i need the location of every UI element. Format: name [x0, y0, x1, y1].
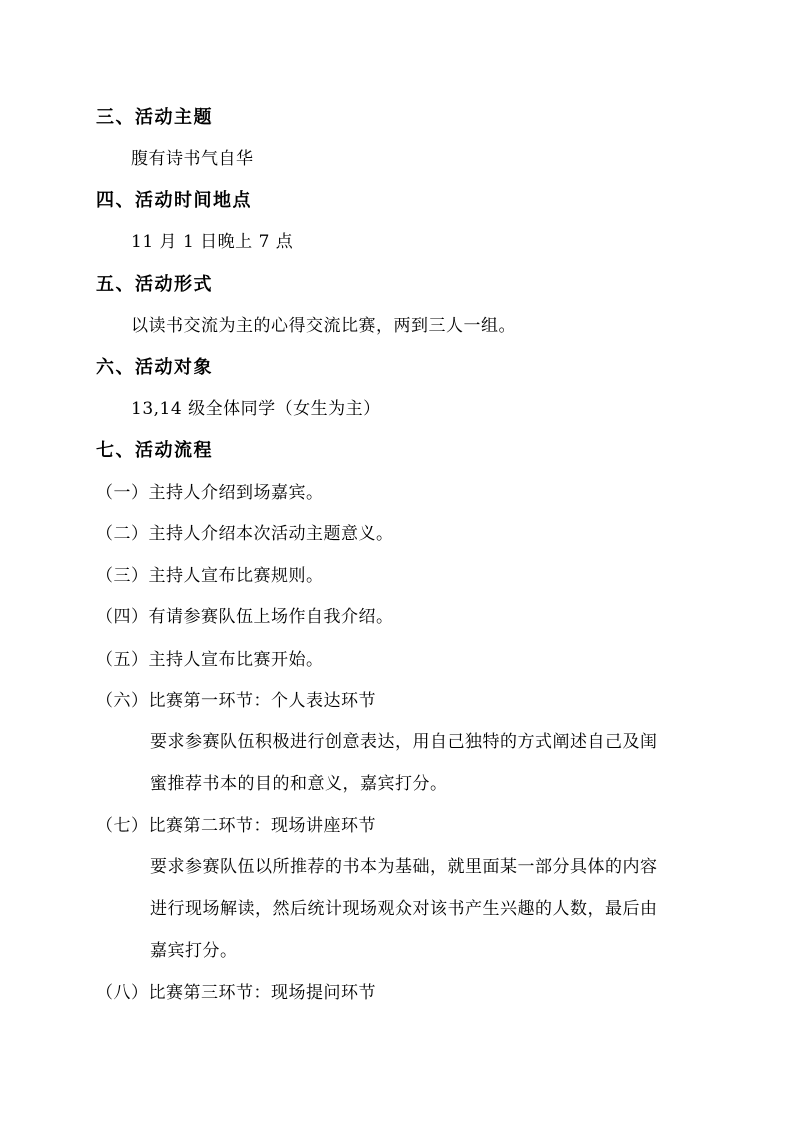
section-6-heading: 六、活动对象	[96, 357, 213, 378]
step-7-description-line: 进行现场解读，然后统计现场观众对该书产生兴趣的人数，最后由	[150, 899, 658, 919]
step-6-description-line: 蜜推荐书本的目的和意义，嘉宾打分。	[150, 774, 448, 794]
section-4-content: 11 月 1 日晚上 7 点	[131, 232, 294, 252]
section-4-heading: 四、活动时间地点	[96, 190, 252, 211]
section-5-heading: 五、活动形式	[96, 274, 213, 295]
process-step-8: （八）比赛第三环节：现场提问环节	[96, 983, 376, 1003]
process-step-3: （三）主持人宣布比赛规则。	[96, 566, 324, 586]
section-5-content: 以读书交流为主的心得交流比赛，两到三人一组。	[131, 316, 516, 336]
process-step-6: （六）比赛第一环节：个人表达环节	[96, 691, 376, 711]
section-3-content: 腹有诗书气自华	[131, 149, 254, 169]
section-3-heading: 三、活动主题	[96, 107, 213, 128]
process-step-5: （五）主持人宣布比赛开始。	[96, 650, 324, 670]
section-6-content: 13,14 级全体同学（女生为主）	[131, 399, 381, 419]
step-7-description-line: 嘉宾打分。	[150, 941, 238, 961]
process-step-7: （七）比赛第二环节：现场讲座环节	[96, 816, 376, 836]
step-7-description-line: 要求参赛队伍以所推荐的书本为基础，就里面某一部分具体的内容	[150, 857, 658, 877]
step-6-description-line: 要求参赛队伍积极进行创意表达，用自己独特的方式阐述自己及闺	[150, 732, 658, 752]
section-7-heading: 七、活动流程	[96, 440, 213, 461]
process-step-1: （一）主持人介绍到场嘉宾。	[96, 483, 324, 503]
process-step-4: （四）有请参赛队伍上场作自我介绍。	[96, 607, 394, 627]
process-step-2: （二）主持人介绍本次活动主题意义。	[96, 524, 394, 544]
